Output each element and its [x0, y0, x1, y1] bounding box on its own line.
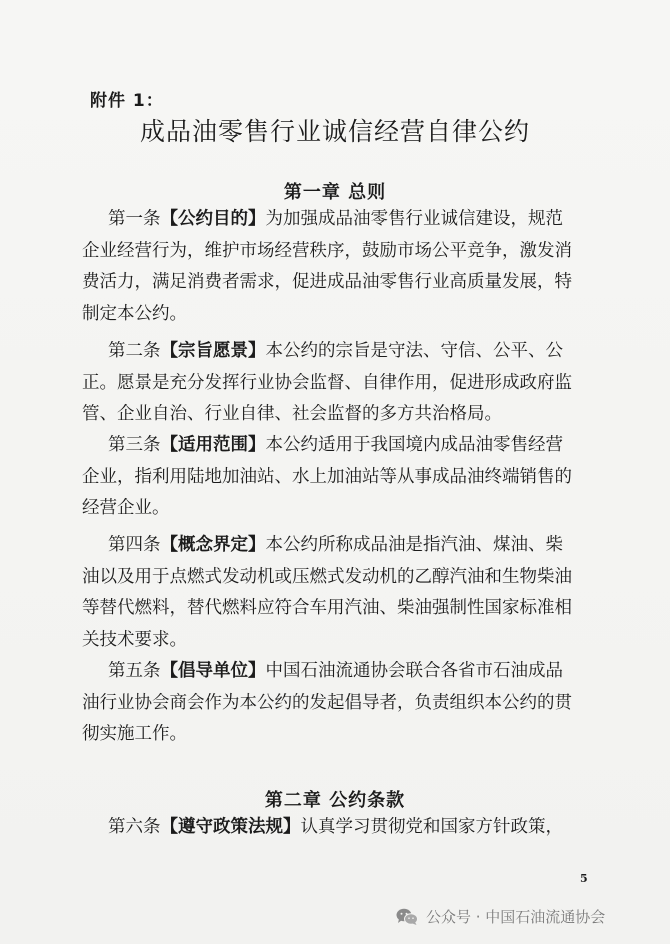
- article-label: 【公约目的】: [160, 209, 266, 229]
- article-line: [108, 656, 576, 688]
- wechat-watermark: [396, 906, 605, 927]
- article-line: [108, 204, 576, 236]
- article-5: [82, 656, 576, 751]
- article-4: [82, 530, 576, 656]
- article-number: 第三条: [108, 435, 161, 455]
- article-line: 费活力，满足消费者需求，促进成品油零售行业高质量发展，特: [82, 272, 572, 292]
- article-line: 油行业协会商会作为本公约的发起倡导者，负责组织本公约的贯: [82, 692, 572, 713]
- article-text: 本公约的宗旨是守法、守信、公平、公: [265, 341, 563, 361]
- wechat-icon: [396, 908, 418, 926]
- article-text: 认真学习贯彻党和国家方针政策，: [300, 817, 563, 837]
- chapter-1-heading: 第一章 总则: [283, 182, 387, 203]
- article-line: 正。愿景是充分发挥行业协会监督、自律作用，促进形成政府监: [82, 372, 572, 393]
- article-label: 【倡导单位】: [160, 661, 266, 681]
- article-line: 彻实施工作。: [82, 724, 187, 744]
- article-label: 【适用范围】: [160, 435, 266, 455]
- article-label: 【概念界定】: [160, 535, 266, 555]
- article-text: 中国石油流通协会联合各省市石油成品: [265, 661, 563, 681]
- article-number: 第一条: [108, 209, 161, 229]
- article-text: 本公约适用于我国境内成品油零售经营: [265, 435, 563, 455]
- article-number: 第四条: [108, 535, 161, 555]
- page-number: 5: [580, 872, 588, 885]
- article-6: [108, 812, 576, 844]
- article-line: 经营企业。: [82, 498, 170, 518]
- article-line: 管、企业自治、行业自律、社会监督的多方共治格局。: [82, 404, 502, 424]
- article-1: [82, 204, 576, 330]
- article-line: [108, 430, 576, 462]
- document-title: 成品油零售行业诚信经营自律公约: [139, 117, 530, 146]
- attachment-label: 附件 1：: [90, 91, 164, 111]
- article-line: [108, 336, 576, 368]
- article-label: 【宗旨愿景】: [160, 341, 266, 361]
- chapter-2-heading: 第二章 公约条款: [264, 790, 406, 811]
- article-label: 【遵守政策法规】: [160, 817, 301, 837]
- article-3: [82, 430, 576, 525]
- article-line: 关技术要求。: [82, 629, 187, 650]
- article-text: 为加强成品油零售行业诚信建设，规范: [265, 209, 563, 229]
- article-line: [108, 530, 576, 562]
- article-number: 第六条: [108, 817, 161, 837]
- article-number: 第五条: [108, 661, 161, 681]
- article-line: 企业，指利用陆地加油站、水上加油站等从事成品油终端销售的: [82, 466, 572, 487]
- article-2: [82, 336, 576, 431]
- article-line: 油以及用于点燃式发动机或压燃式发动机的乙醇汽油和生物柴油: [82, 566, 572, 587]
- article-number: 第二条: [108, 341, 161, 361]
- article-line: 等替代燃料，替代燃料应符合车用汽油、柴油强制性国家标准相: [82, 598, 572, 618]
- watermark-text: 公众号 · 中国石油流通协会: [426, 908, 606, 926]
- article-line: 企业经营行为，维护市场经营秩序，鼓励市场公平竞争，激发消: [82, 240, 572, 261]
- article-text: 本公约所称成品油是指汽油、煤油、柴: [265, 535, 563, 555]
- article-line: [108, 812, 576, 844]
- article-line: 制定本公约。: [82, 303, 187, 324]
